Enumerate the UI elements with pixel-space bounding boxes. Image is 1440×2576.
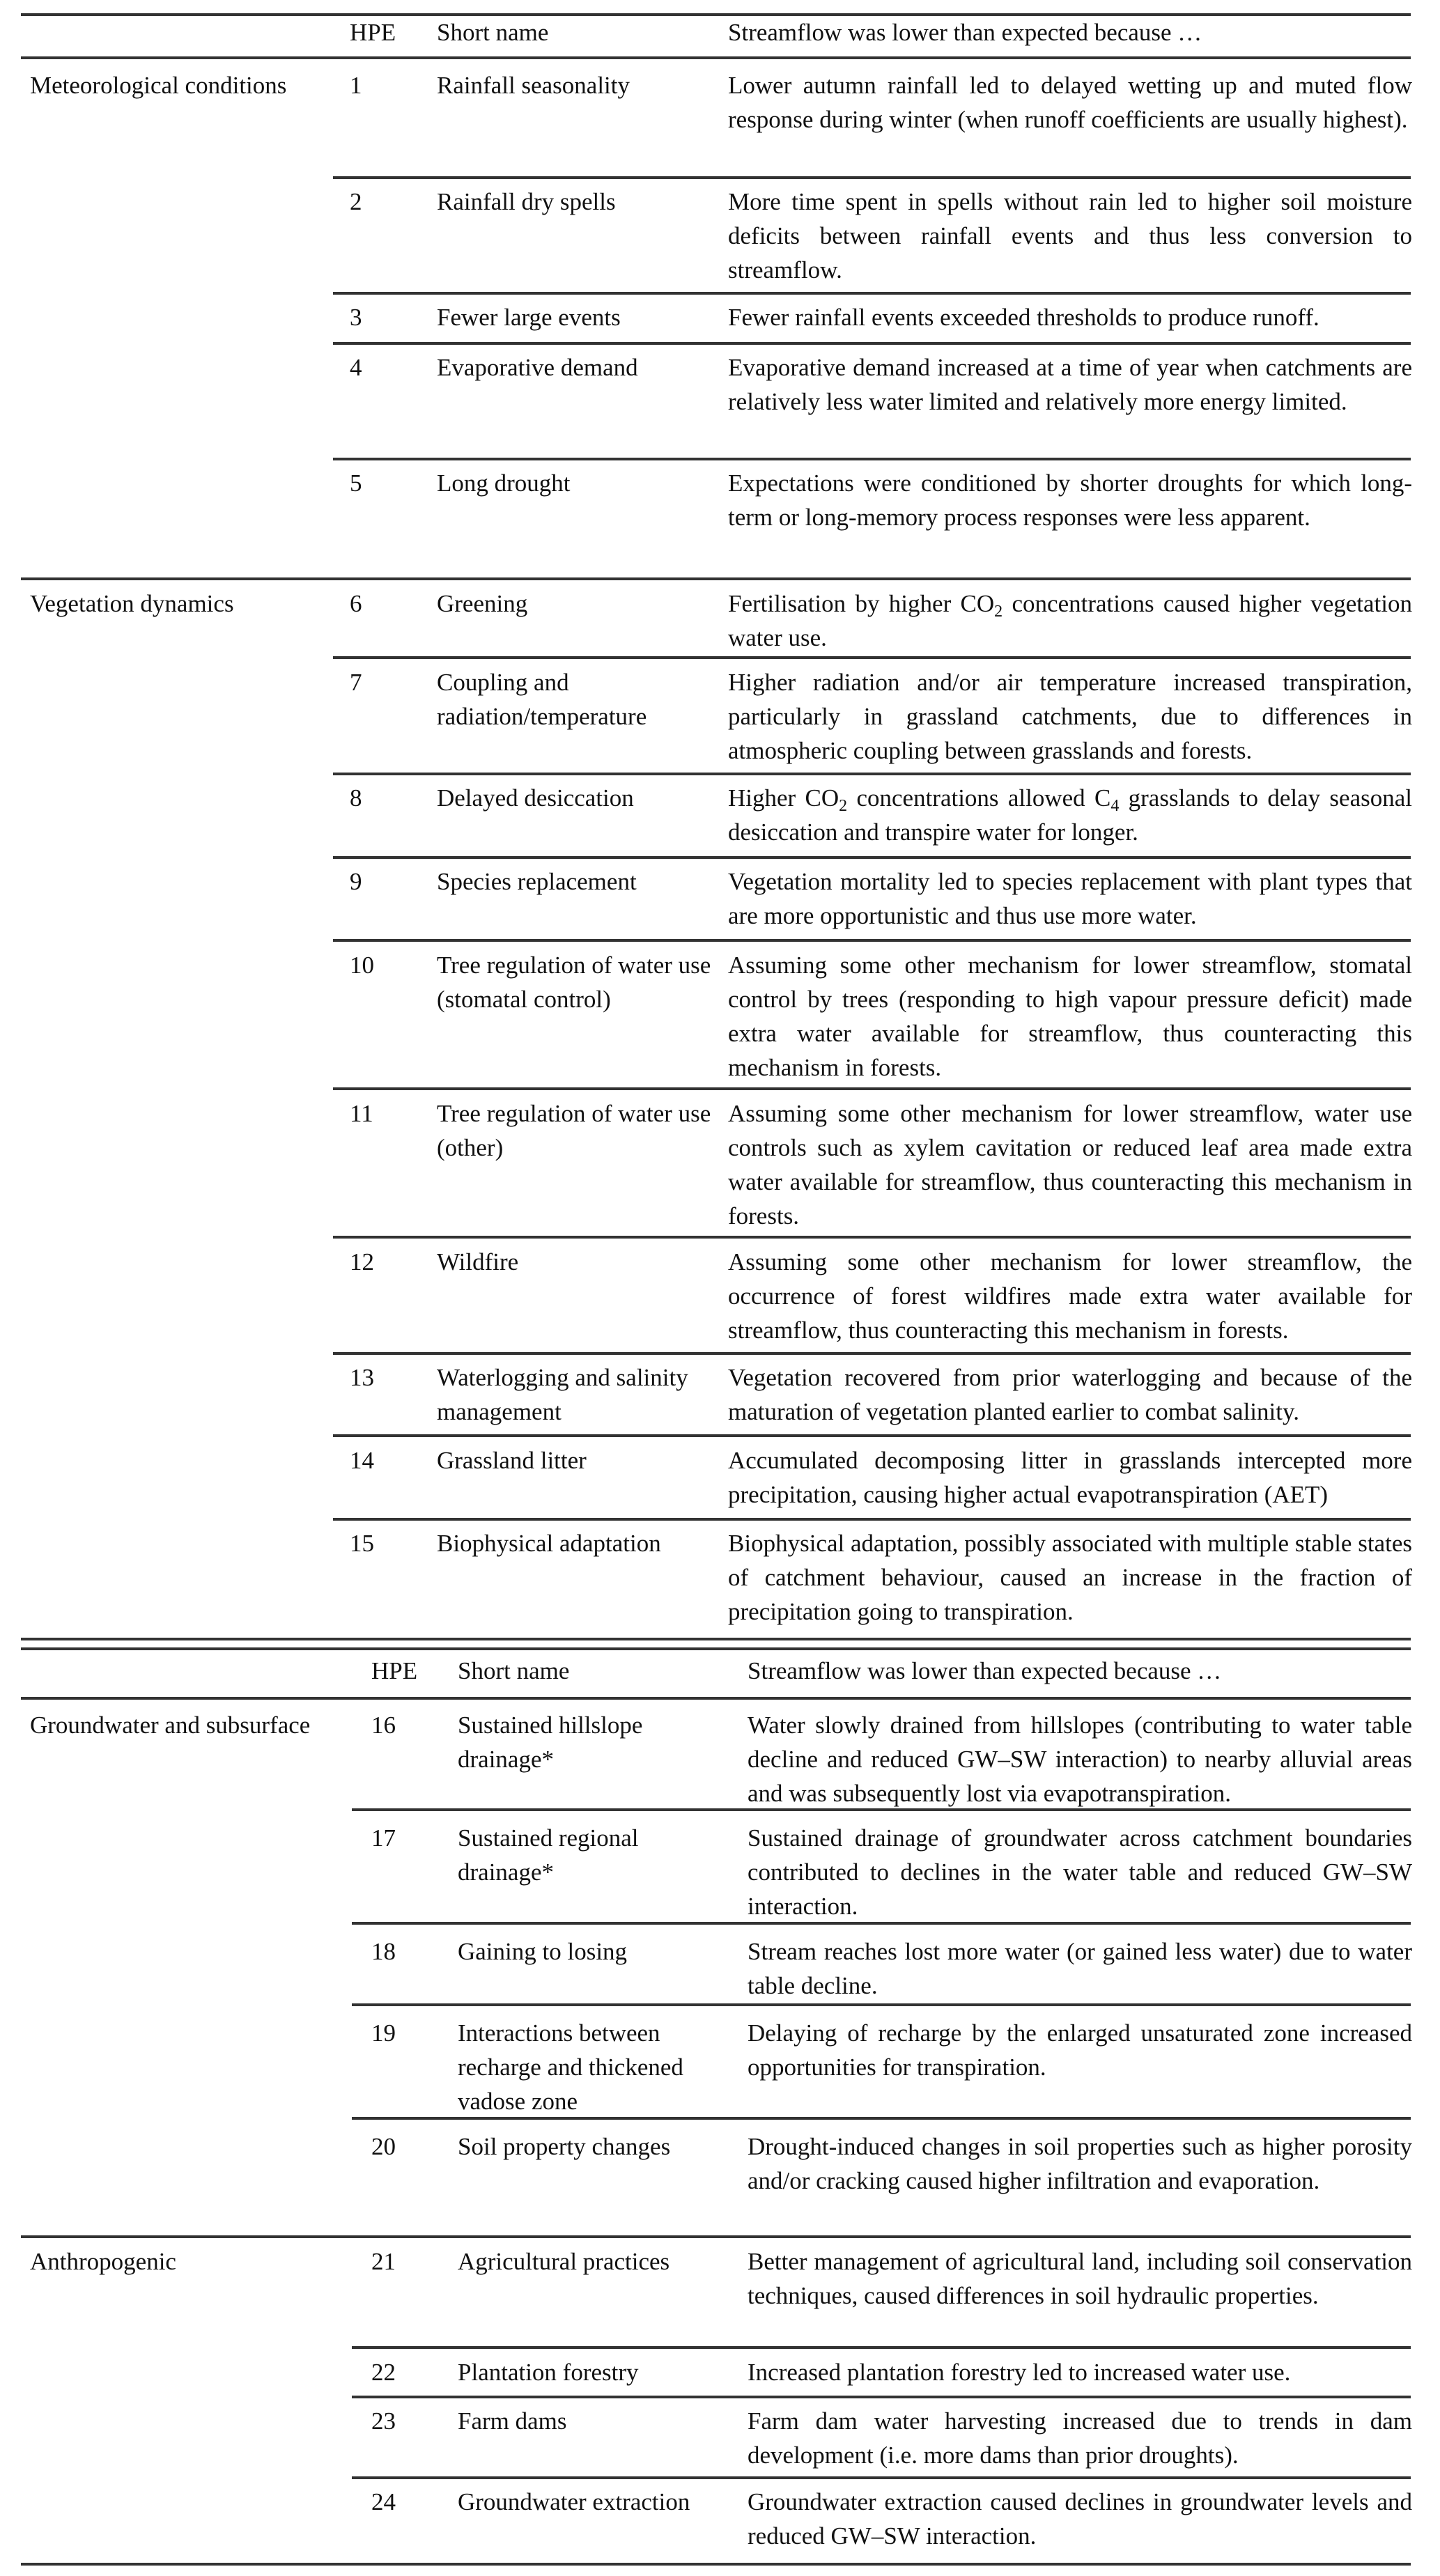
header-short-name: Short name	[458, 1657, 570, 1684]
description: Sustained drainage of groundwater across catchment boundaries contributed to declines in the water table and reduced GW–SW interaction.	[748, 1824, 1412, 1920]
short-name: Delayed desiccation	[437, 784, 634, 812]
row-rule	[333, 1518, 1411, 1521]
short-name: Interactions between recharge and thickened vadose zone	[458, 2019, 683, 2115]
header-rule	[21, 56, 1411, 59]
row-rule	[333, 856, 1411, 859]
header-hpe: HPE	[350, 19, 396, 46]
hpe-number: 4	[350, 354, 362, 381]
short-name: Farm dams	[458, 2407, 567, 2435]
hpe-number: 23	[371, 2407, 396, 2435]
row-rule	[352, 2117, 1411, 2120]
category-rule	[21, 2235, 1411, 2238]
subscript: 2	[994, 603, 1003, 621]
hpe-number: 12	[350, 1248, 374, 1275]
description: Higher $CO_2$ concentrations allowed $C_4$ grasslands to delay seasonal desiccation and transpire water for longer.	[728, 784, 1412, 846]
description: Lower autumn rainfall led to delayed wetting up and muted flow response during winter (when runoff coefficients are usually highest).	[728, 72, 1412, 133]
subscript: 2	[839, 797, 848, 815]
hpe-number: 2	[350, 188, 362, 215]
category-label: Anthropogenic	[30, 2248, 176, 2275]
hpe-number: 8	[350, 784, 362, 812]
description: Delaying of recharge by the enlarged unsaturated zone increased opportunities for transpiration.	[748, 2019, 1412, 2081]
hpe-number: 19	[371, 2019, 396, 2047]
description: Farm dam water harvesting increased due to trends in dam development (i.e. more dams than prior droughts).	[748, 2407, 1412, 2469]
short-name: Tree regulation of water use (other)	[437, 1100, 711, 1161]
description: Drought-induced changes in soil properties such as higher porosity and/or cracking caused higher infiltration and evaporation.	[748, 2133, 1412, 2194]
category-label: Vegetation dynamics	[30, 590, 234, 617]
short-name: Rainfall seasonality	[437, 72, 630, 99]
description: More time spent in spells without rain led to higher soil moisture deficits between rainfall events and thus less conversion to streamflow.	[728, 188, 1412, 284]
row-rule	[333, 773, 1411, 775]
short-name: Fewer large events	[437, 304, 621, 331]
hpe-number: 14	[350, 1447, 374, 1474]
header-hpe: HPE	[371, 1657, 418, 1684]
subscript: 4	[1110, 797, 1120, 815]
short-name: Soil property changes	[458, 2133, 671, 2160]
short-name: Coupling and radiation/temperature	[437, 669, 647, 730]
short-name: Long drought	[437, 470, 571, 497]
hpe-number: 9	[350, 868, 362, 895]
hpe-number: 3	[350, 304, 362, 331]
hpe-number: 5	[350, 470, 362, 497]
description: Evaporative demand increased at a time of year when catchments are relatively less water limited and relatively more energy limited.	[728, 354, 1412, 415]
row-rule	[352, 2003, 1411, 2006]
row-rule	[352, 2396, 1411, 2398]
hpe-number: 24	[371, 2488, 396, 2515]
category-label: Groundwater and subsurface	[30, 1712, 311, 1739]
row-rule	[333, 1434, 1411, 1437]
short-name: Sustained regional drainage*	[458, 1824, 639, 1886]
description: Higher radiation and/or air temperature increased transpiration, particularly in grassland catchments, due to differences in atmospheric coupling between grasslands and forests.	[728, 669, 1412, 764]
short-name: Groundwater extraction	[458, 2488, 690, 2515]
description: Biophysical adaptation, possibly associated with multiple stable states of catchment behaviour, caused an increase in the fraction of precipitation going to transpiration.	[728, 1530, 1412, 1625]
row-rule	[333, 176, 1411, 179]
short-name: Biophysical adaptation	[437, 1530, 661, 1557]
row-rule	[333, 342, 1411, 345]
description: Assuming some other mechanism for lower streamflow, water use controls such as xylem cavitation or reduced leaf area made extra water available for streamflow, thus counteracting this mechanism in forests.	[728, 1100, 1412, 1229]
short-name: Species replacement	[437, 868, 637, 895]
hpe-number: 18	[371, 1938, 396, 1965]
hpe-number: 11	[350, 1100, 373, 1127]
description: Expectations were conditioned by shorter droughts for which long-term or long-memory process responses were less apparent.	[728, 470, 1412, 531]
category-rule	[21, 577, 1411, 580]
row-rule	[333, 292, 1411, 295]
description: Fewer rainfall events exceeded thresholds to produce runoff.	[728, 304, 1319, 331]
short-name: Plantation forestry	[458, 2359, 639, 2386]
hpe-number: 1	[350, 72, 362, 99]
row-rule	[352, 1808, 1411, 1811]
table-top-rule	[21, 1647, 1411, 1650]
short-name: Agricultural practices	[458, 2248, 670, 2275]
header-description: Streamflow was lower than expected because …	[728, 19, 1202, 46]
hpe-number: 22	[371, 2359, 396, 2386]
category-label: Meteorological conditions	[30, 72, 287, 99]
header-short-name: Short name	[437, 19, 549, 46]
hpe-number: 16	[371, 1712, 396, 1739]
short-name: Greening	[437, 590, 528, 617]
short-name: Waterlogging and salinity management	[437, 1364, 688, 1425]
row-rule	[333, 656, 1411, 659]
description: Vegetation mortality led to species replacement with plant types that are more opportunistic and thus use more water.	[728, 868, 1412, 929]
row-rule	[352, 1922, 1411, 1925]
row-rule	[333, 458, 1411, 460]
row-rule	[333, 939, 1411, 942]
short-name: Sustained hillslope drainage*	[458, 1712, 643, 1773]
row-rule	[333, 1236, 1411, 1239]
description: Better management of agricultural land, including soil conservation techniques, caused differences in soil hydraulic properties.	[748, 2248, 1412, 2309]
description: Accumulated decomposing litter in grasslands intercepted more precipitation, causing higher actual evapotranspiration (AET)	[728, 1447, 1412, 1508]
hpe-number: 17	[371, 1824, 396, 1852]
row-rule	[333, 1087, 1411, 1090]
hpe-number: 20	[371, 2133, 396, 2160]
description: Assuming some other mechanism for lower streamflow, the occurrence of forest wildfires made extra water available for streamflow, thus counteracting this mechanism in forests.	[728, 1248, 1412, 1344]
short-name: Tree regulation of water use (stomatal control)	[437, 952, 711, 1013]
short-name: Wildfire	[437, 1248, 519, 1275]
hpe-number: 6	[350, 590, 362, 617]
hpe-number: 13	[350, 1364, 374, 1391]
hpe-number: 21	[371, 2248, 396, 2275]
description: Fertilisation by higher $CO_2$ concentrations caused higher vegetation water use.	[728, 590, 1412, 651]
header-description: Streamflow was lower than expected because …	[748, 1657, 1222, 1684]
short-name: Evaporative demand	[437, 354, 638, 381]
hpe-number: 15	[350, 1530, 374, 1557]
header-rule	[21, 1697, 1411, 1700]
description: Groundwater extraction caused declines in groundwater levels and reduced GW–SW interaction.	[748, 2488, 1412, 2550]
short-name: Rainfall dry spells	[437, 188, 616, 215]
table-bottom-rule	[21, 2563, 1411, 2566]
description: Stream reaches lost more water (or gained less water) due to water table decline.	[748, 1938, 1412, 1999]
row-rule	[352, 2346, 1411, 2349]
description: Water slowly drained from hillslopes (contributing to water table decline and reduced GW–SW interaction) to nearby alluvial areas and was subsequently lost via evapotranspiration.	[748, 1712, 1412, 1807]
short-name: Gaining to losing	[458, 1938, 628, 1965]
hpe-number: 7	[350, 669, 362, 696]
short-name: Grassland litter	[437, 1447, 587, 1474]
row-rule	[352, 2476, 1411, 2479]
description: Assuming some other mechanism for lower streamflow, stomatal control by trees (responding to high vapour pressure deficit) made extra water available for streamflow, thus counteracting this mechanism in forests.	[728, 952, 1412, 1081]
hpe-number: 10	[350, 952, 374, 979]
description: Increased plantation forestry led to increased water use.	[748, 2359, 1291, 2386]
row-rule	[333, 1352, 1411, 1355]
description: Vegetation recovered from prior waterlogging and because of the maturation of vegetation planted earlier to combat salinity.	[728, 1364, 1412, 1425]
table-bottom-rule	[21, 1638, 1411, 1640]
